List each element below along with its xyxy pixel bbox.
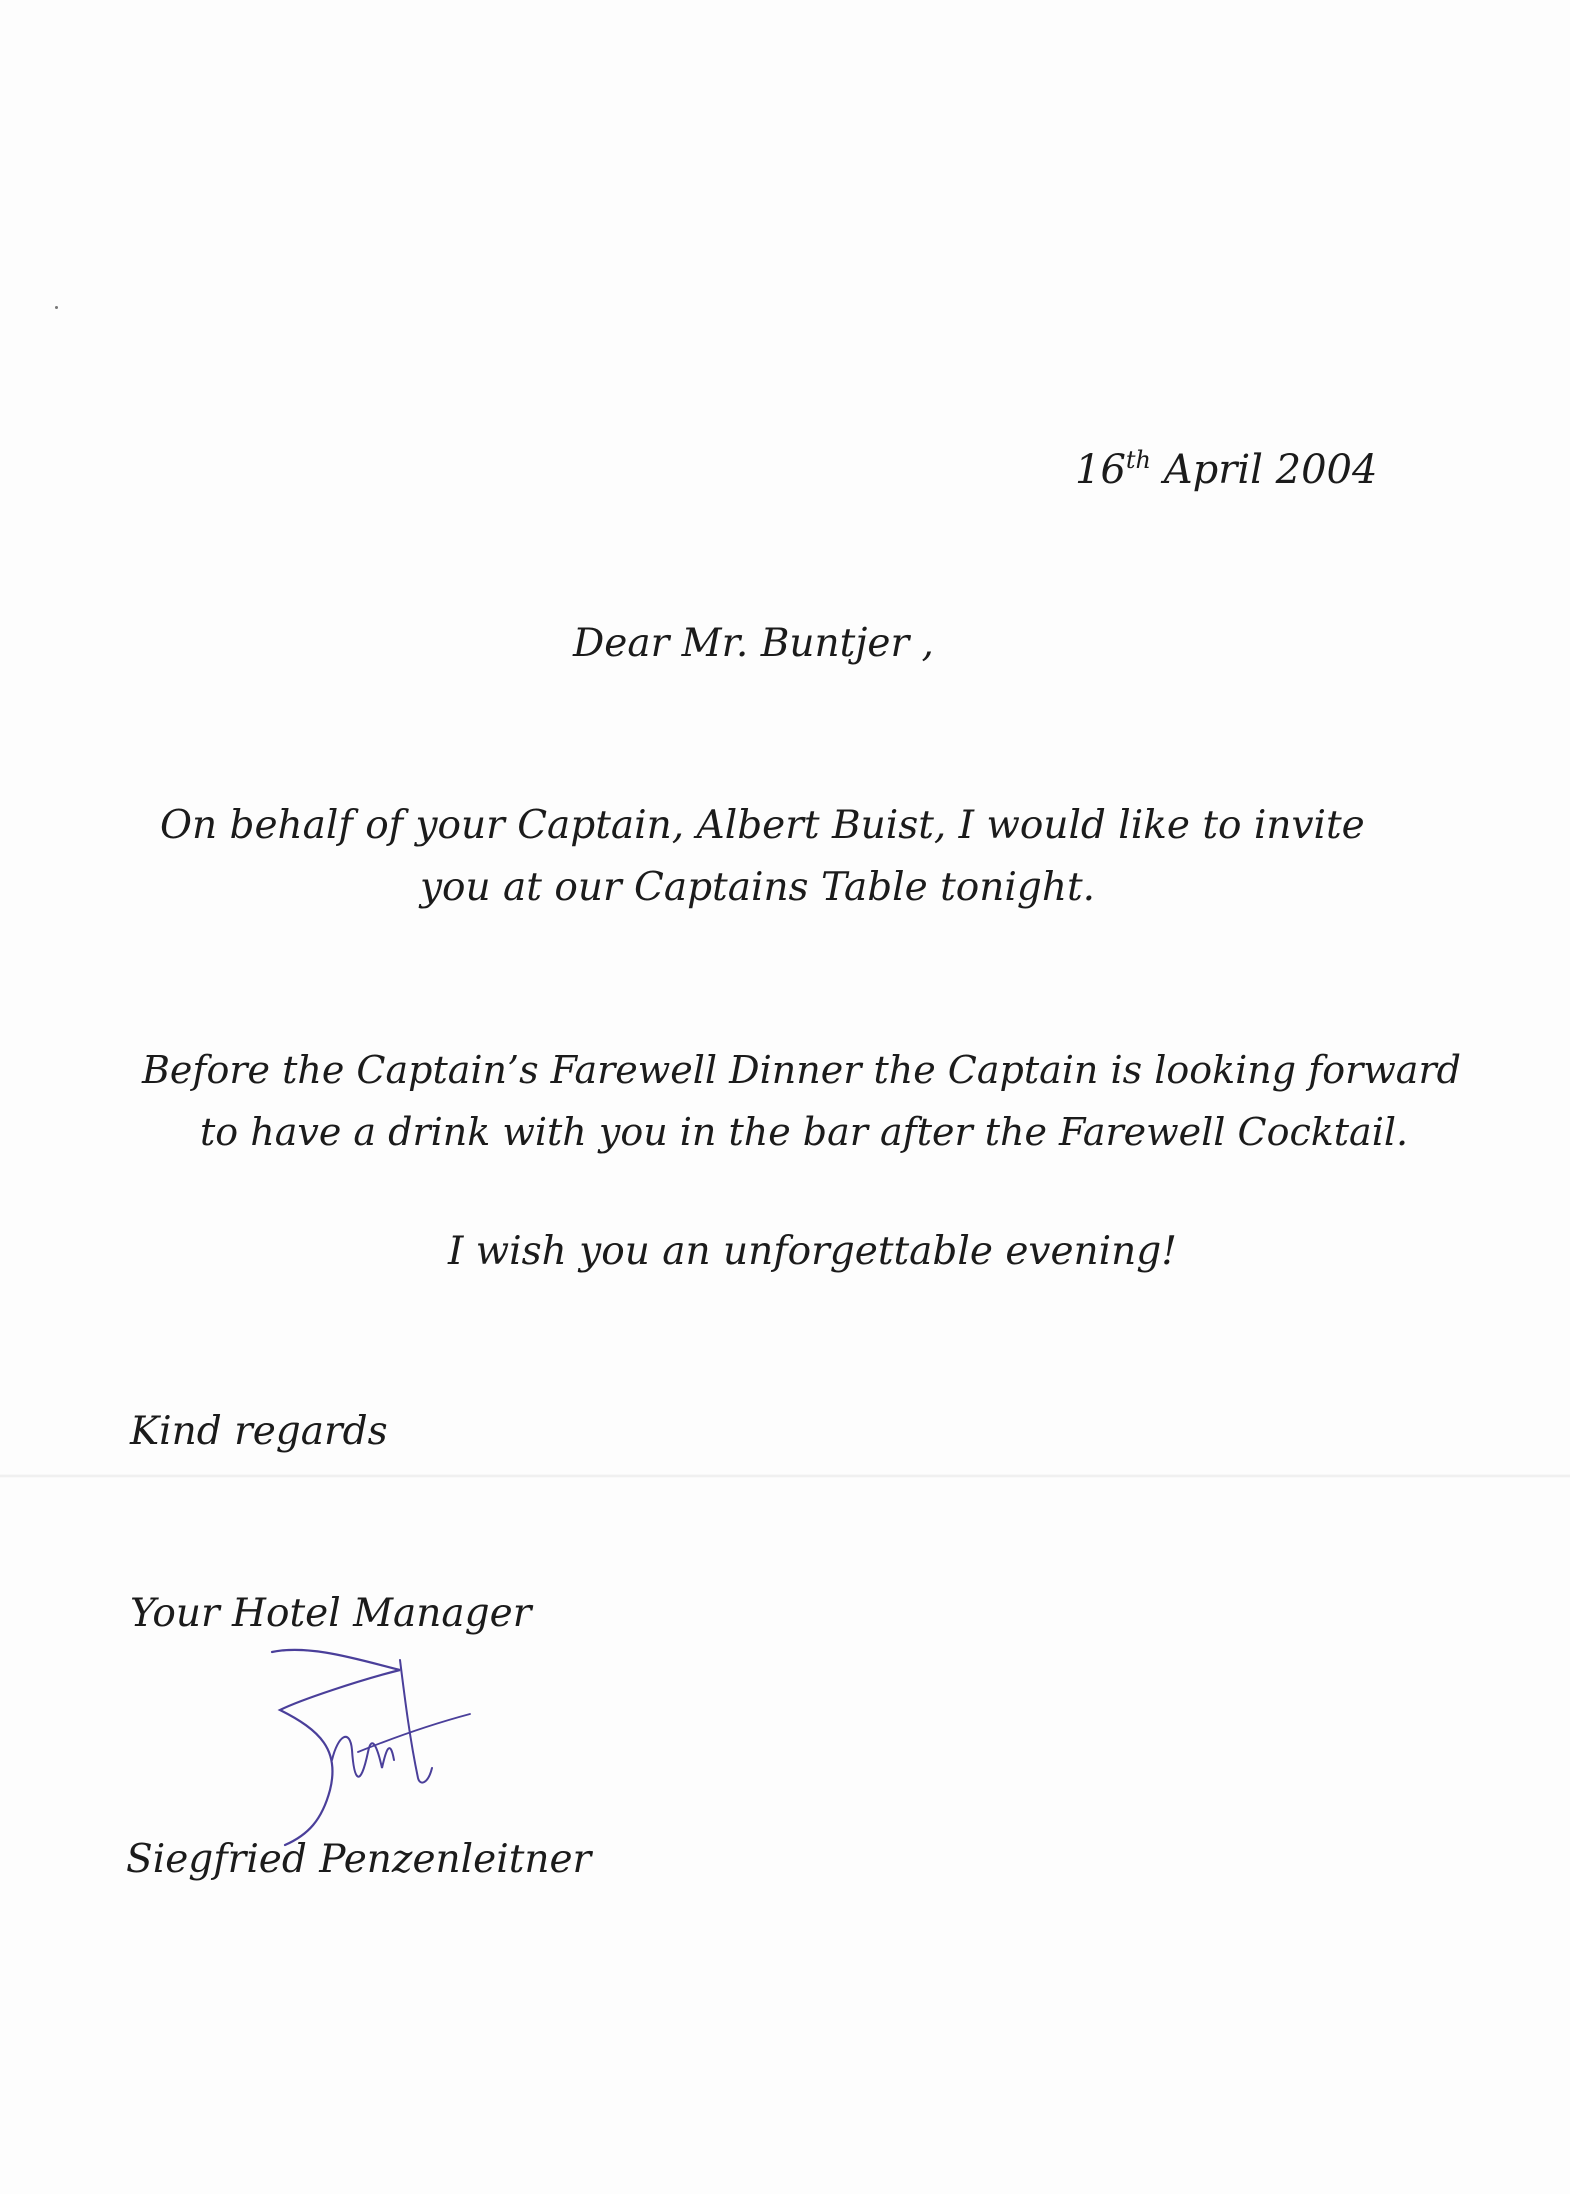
handwritten-signature [260,1640,480,1850]
date-day: 16 [1075,447,1126,493]
signature-stroke [400,1660,432,1783]
signer-name: Siegfried Penzenleitner [126,1837,592,1882]
paper-speck [55,306,58,309]
paragraph-2-line-2: to have a drink with you in the bar after the Farewell Cocktail. [200,1110,1409,1154]
closing-regards: Kind regards [130,1409,388,1454]
date-month-year: April 2004 [1163,447,1378,493]
salutation: Dear Mr. Buntjer , [573,621,934,666]
signature-stroke [332,1737,394,1777]
paragraph-1-line-2: you at our Captains Table tonight. [420,865,1096,910]
paper-fold-crease [0,1474,1570,1478]
paragraph-2-line-1: Before the Captain’s Farewell Dinner the Captain is looking forward [142,1048,1461,1092]
date-suffix: th [1125,446,1152,474]
closing-wish: I wish you an unforgettable evening! [448,1229,1177,1274]
paragraph-1-line-1: On behalf of your Captain, Albert Buist, I would like to invite [160,803,1365,848]
signer-title: Your Hotel Manager [130,1591,532,1636]
signature-stroke [358,1714,470,1752]
letter-date [1075,434,1377,496]
